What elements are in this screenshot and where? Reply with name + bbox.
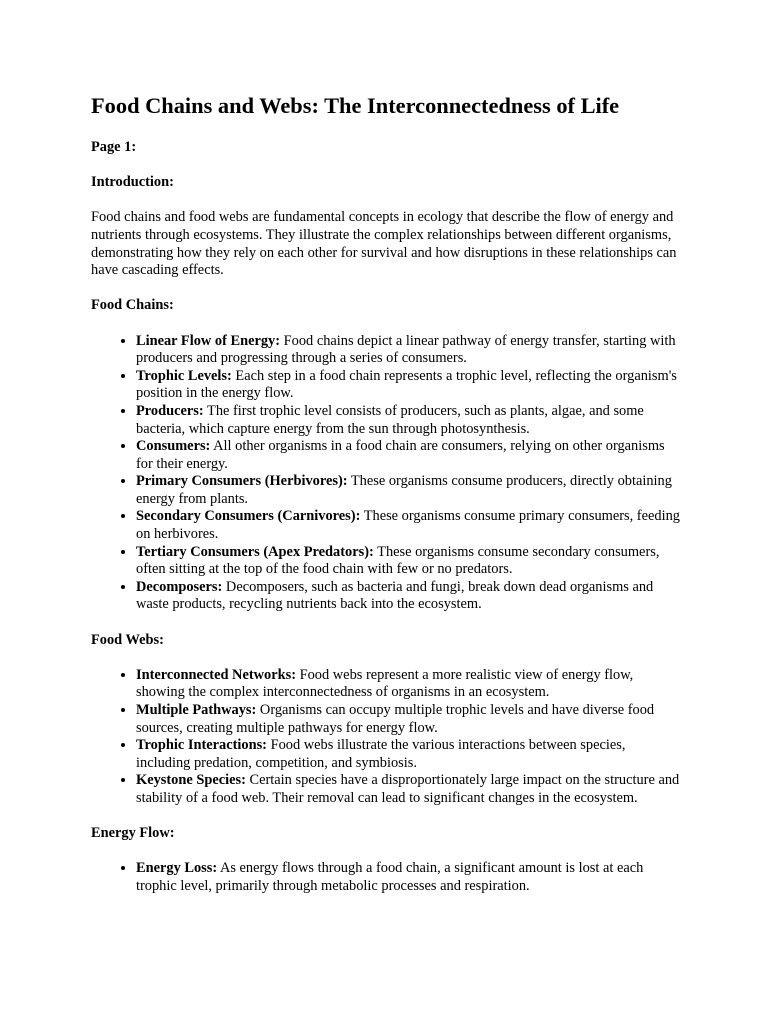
document-page: [91, 92, 683, 913]
energy-flow-list: [91, 860, 683, 895]
list-item-text: As energy flows through a food chain, a significant amount is lost at each trophic level, primarily through metabolic processes and respiration.: [136, 860, 644, 894]
list-item: [136, 403, 683, 438]
food-webs-heading: Food Webs:: [91, 631, 164, 648]
list-item: [136, 544, 683, 579]
introduction-heading: Introduction:: [91, 174, 174, 191]
list-item-text: These organisms consume primary consumers, feeding on herbivores.: [136, 508, 680, 543]
list-item-term: Decomposers:: [136, 578, 223, 595]
list-item-text: Food webs represent a more realistic view of energy flow, showing the complex interconnectedness of organisms in an ecosystem.: [136, 666, 634, 701]
list-item-term: Trophic Levels:: [136, 367, 232, 384]
list-item: [136, 702, 683, 737]
list-item-term: Multiple Pathways:: [136, 702, 257, 718]
energy-flow-heading: Energy Flow:: [91, 825, 175, 842]
list-item-term: Keystone Species:: [136, 772, 246, 789]
list-item-text: Food chains depict a linear pathway of energy transfer, starting with producers and progressing through a series of consumers.: [136, 332, 676, 367]
list-item: [136, 508, 683, 543]
list-item-term: Trophic Interactions:: [136, 737, 267, 754]
list-item: [136, 368, 683, 403]
food-webs-list: [91, 667, 683, 808]
list-item-text: Certain species have a disproportionately large impact on the structure and stability of a food web. Their removal can lead to significant changes in the ecosystem.: [136, 772, 680, 806]
food-chains-heading: Food Chains:: [91, 297, 174, 314]
document-title: Food Chains and Webs: The Interconnectedness of Life: [91, 93, 620, 118]
page-label: Page 1:: [91, 139, 137, 155]
list-item-text: All other organisms in a food chain are consumers, relying on other organisms for their energy.: [136, 438, 665, 472]
list-item: [136, 667, 683, 702]
list-item-text: These organisms consume secondary consumers, often sitting at the top of the food chain with few or no predators.: [136, 543, 660, 578]
food-chains-list: [91, 333, 683, 615]
list-item: [136, 438, 683, 473]
list-item-text: Food webs illustrate the various interactions between species, including predation, competition, and symbiosis.: [136, 737, 626, 771]
list-item: [136, 333, 683, 368]
list-item-term: Energy Loss:: [136, 860, 218, 877]
list-item-text: The first trophic level consists of producers, such as plants, algae, and some bacteria, which capture energy from the sun through photosynthesis.: [136, 402, 644, 437]
list-item-text: Each step in a food chain represents a trophic level, reflecting the organism's position in the energy flow.: [136, 367, 677, 402]
list-item: [136, 473, 683, 508]
list-item-term: Tertiary Consumers (Apex Predators):: [136, 543, 374, 560]
list-item-text: Organisms can occupy multiple trophic levels and have diverse food sources, creating multiple pathways for energy flow.: [136, 702, 655, 736]
list-item-term: Linear Flow of Energy:: [136, 332, 281, 349]
list-item-term: Interconnected Networks:: [136, 666, 296, 683]
list-item-term: Primary Consumers (Herbivores):: [136, 473, 348, 490]
list-item-term: Producers:: [136, 402, 204, 419]
list-item: [136, 579, 683, 614]
list-item-text: These organisms consume producers, directly obtaining energy from plants.: [136, 473, 672, 507]
list-item: [136, 772, 683, 807]
introduction-paragraph: Food chains and food webs are fundamental concepts in ecology that describe the flow of energy and nutrients through ecosystems. They illustrate the complex relationships between different organisms, demonstrating how they rely on each other for survival and how disruptions in these relationships can have cascading effects.: [91, 209, 677, 279]
list-item-text: Decomposers, such as bacteria and fungi, break down dead organisms and waste products, recycling nutrients back into the ecosystem.: [136, 578, 654, 613]
list-item-term: Secondary Consumers (Carnivores):: [136, 508, 361, 525]
list-item-term: Consumers:: [136, 438, 211, 455]
list-item: [136, 860, 683, 895]
list-item: [136, 737, 683, 772]
